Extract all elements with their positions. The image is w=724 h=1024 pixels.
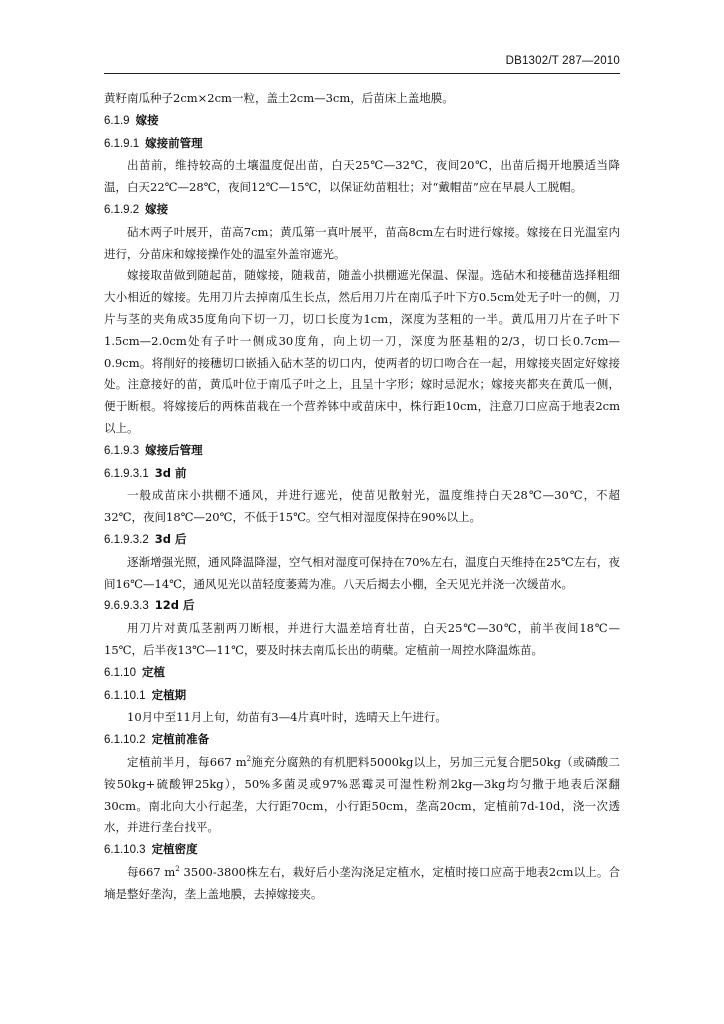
section-title: 定植前准备 <box>151 732 210 747</box>
heading-6-1-10 <box>104 662 620 685</box>
paragraph-first-3-days: 一般成苗床小拱棚不通风，并进行遮光，使苗见散射光，温度维持白天28℃—30℃，不超32℃，夜间18℃—20℃，不低于15℃。空气相对湿度保持在90%以上。 <box>104 488 620 525</box>
section-title: 嫁接 <box>135 112 159 127</box>
document-body <box>104 88 620 905</box>
section-number: 6.1.10.2 <box>104 734 146 747</box>
heading-6-1-10-1 <box>104 685 620 708</box>
heading-6-1-10-2 <box>104 729 620 752</box>
section-number: 6.1.9.3 <box>104 444 140 457</box>
text-run: 每667 m <box>127 864 176 879</box>
paragraph-grafting-method: 嫁接取苗做到随起苗，随嫁接，随栽苗，随盖小拱棚遮光保温、保湿。选砧木和接穗苗选择粗细大小相近的嫁接。先用刀片去掉南瓜生长点，然后用刀片在南瓜子叶下方0.5cm处无子叶一的侧，刀片与茎的夹角成35度角向下切一刀，切口长度为1cm，深度为茎粗的一半。黄瓜用刀片在子叶下1.5cm—2.0cm处有子叶一侧成30度角，向上切一刀，深度为胚基粗的2/3，切口长0.7cm—0.9cm。将削好的接穗切口嵌插入砧木茎的切口内，使两者的切口吻合在一起，用嫁接夹固定好嫁接处。注意接好的苗，黄瓜叶位于南瓜子叶之上，且呈十字形；嫁时忌泥水；嫁接夹都夹在黄瓜一侧，便于断根。将嫁接后的两株苗栽在一个营养钵中或苗床中，株行距10cm，注意刀口应高于地表2cm以上。 <box>104 268 620 435</box>
section-number: 9.6.9.3.3 <box>104 600 149 613</box>
heading-6-1-9-3-1 <box>104 463 620 486</box>
superscript: 2 <box>246 755 252 764</box>
heading-6-1-9-3-2 <box>104 529 620 552</box>
text-run: 施充分腐熟的有机肥料5000kg以上，另加三元复合肥50kg（或磷酸二铵50kg+硫酸钾25kg），50%多菌灵或97%恶霉灵可湿性粉剂2kg—3kg均匀撒于地表后深翻30cm。南北向大小行起垄，大行距70cm，小行距50cm，垄高20cm，定植前7d-10d，浇一次透水，并进行垄台找平。 <box>104 754 621 835</box>
section-title: 3d 后 <box>154 531 187 546</box>
heading-6-1-9-2 <box>104 199 620 222</box>
heading-9-6-9-3-3 <box>104 595 620 618</box>
heading-6-1-9-3 <box>104 440 620 463</box>
section-number: 6.1.9 <box>104 114 130 127</box>
section-title: 嫁接前管理 <box>145 135 203 150</box>
text-run: 定植前半月，每667 m <box>127 754 247 769</box>
heading-6-1-9 <box>104 110 620 133</box>
text-run: 3500-3800株左右，栽好后小垄沟浇足定植水，定植时接口应高于地表2cm以上。合墒是整好垄沟，垄上盖地膜，去掉嫁接夹。 <box>104 864 620 901</box>
paragraph-planting-period: 10月中至11月上旬，幼苗有3—4片真叶时，选晴天上午进行。 <box>127 710 447 725</box>
heading-6-1-10-3 <box>104 839 620 862</box>
paragraph-pre-grafting: 出苗前，维持较高的土壤温度促出苗，白天25℃—32℃，夜间20℃，出苗后揭开地膜适当降温，白天22℃—28℃，夜间12℃—15℃，以保证幼苗粗壮；对“戴帽苗”应在早晨人工脱帽。 <box>104 158 620 195</box>
section-title: 嫁接后管理 <box>145 442 203 457</box>
section-number: 6.1.9.1 <box>104 137 140 150</box>
section-title: 定植 <box>141 664 165 679</box>
paragraph-planting-density <box>104 862 620 906</box>
section-title: 嫁接 <box>145 201 169 216</box>
section-number: 6.1.9.2 <box>104 203 140 216</box>
paragraph-after-12-days: 用刀片对黄瓜茎割两刀断根，并进行大温差培育壮苗，白天25℃—30℃，前半夜间18℃—15℃，后半夜13℃—11℃，要及时抹去南瓜长出的萌蘖。定植前一周控水降温炼苗。 <box>104 621 620 657</box>
standard-number: DB1302/T 287—2010 <box>505 55 620 67</box>
paragraph-after-3-days: 逐渐增强光照，通风降温降湿，空气相对湿度可保持在70%左右，温度白天维持在25℃左右，夜间16℃—14℃，通风见光以苗轻度萎蔫为准。八天后揭去小棚，全天见光并浇一次缓苗水。 <box>104 554 620 591</box>
section-number: 6.1.10.1 <box>104 689 146 702</box>
superscript: 2 <box>175 865 180 874</box>
paragraph-seed-sowing: 黄籽南瓜种子2cm×2cm一粒，盖土2cm—3cm，后苗床上盖地膜。 <box>104 91 454 105</box>
section-number: 6.1.9.3.1 <box>104 467 149 480</box>
section-title: 12d 后 <box>154 598 195 613</box>
section-title: 定植期 <box>151 687 187 702</box>
header-rule <box>104 73 620 74</box>
paragraph-grafting-timing: 砧木两子叶展开，苗高7cm；黄瓜第一真叶展平，苗高8cm左右时进行嫁接。嫁接在日光温室内进行，分苗床和嫁接操作处的温室外盖帘遮光。 <box>104 224 620 261</box>
section-number: 6.1.9.3.2 <box>104 533 149 546</box>
heading-6-1-9-1 <box>104 133 620 156</box>
section-number: 6.1.10.3 <box>104 844 146 857</box>
section-number: 6.1.10 <box>104 666 136 679</box>
paragraph-planting-preparation <box>104 752 620 839</box>
section-title: 3d 前 <box>154 465 187 480</box>
section-title: 定植密度 <box>151 842 198 857</box>
